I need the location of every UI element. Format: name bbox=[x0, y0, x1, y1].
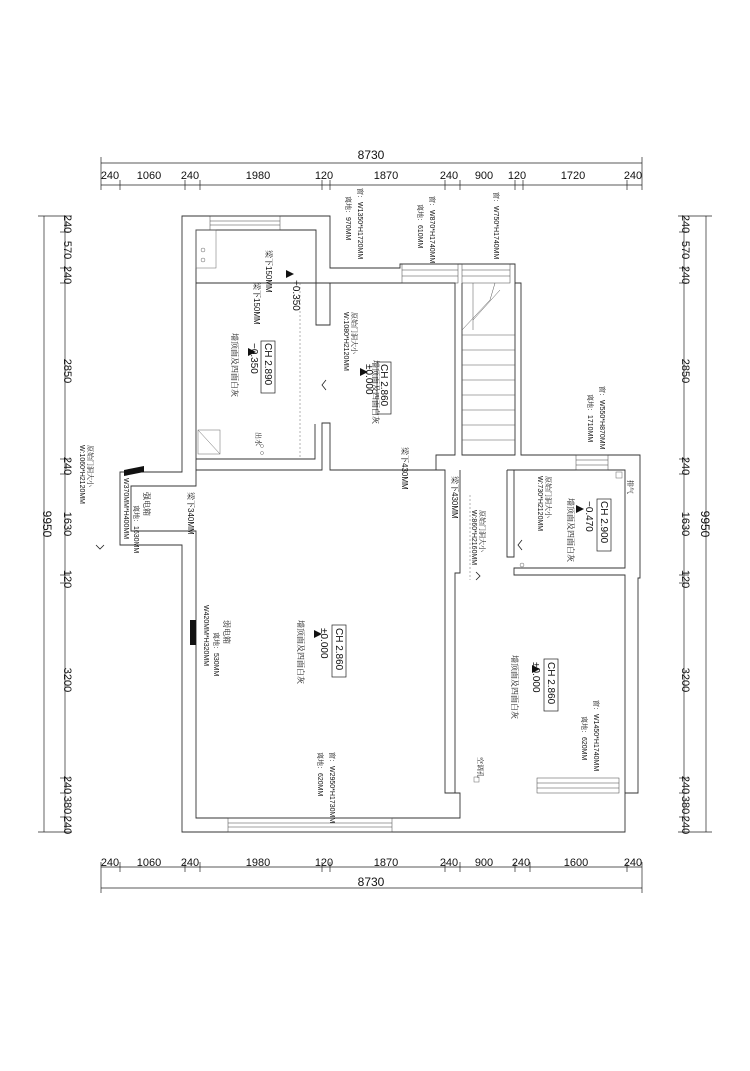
room1-finish: 墙顶面及四面白灰 bbox=[230, 333, 239, 397]
weak-box-symbol bbox=[190, 620, 196, 645]
ch-boxes bbox=[261, 341, 611, 711]
top-dim-8: 900 bbox=[474, 170, 494, 182]
room3-left-wall bbox=[507, 470, 514, 557]
room3-vent: 排气 bbox=[626, 480, 633, 494]
beam-5-label: 梁下340MM bbox=[186, 492, 195, 535]
left-dim-7: 120 bbox=[61, 569, 73, 589]
bottom-dim-6: 1870 bbox=[373, 857, 399, 869]
door-1-size: W:1080*H2120MM bbox=[342, 312, 349, 372]
ac-hole: 空调孔 bbox=[476, 757, 483, 778]
room3-finish: 墙顶面及四面白灰 bbox=[566, 498, 575, 562]
room4-level: ±0.000 bbox=[318, 628, 329, 659]
strong-box-symbol bbox=[124, 466, 144, 476]
left-dim-6: 1630 bbox=[61, 511, 73, 537]
bottom-dim-2: 1060 bbox=[136, 857, 162, 869]
window-3 bbox=[462, 264, 510, 283]
window-1 bbox=[210, 216, 280, 230]
bottom-dim-10: 1600 bbox=[563, 857, 589, 869]
door-2-label: 原始门洞大小 bbox=[86, 445, 93, 487]
level-markers bbox=[248, 270, 584, 673]
right-dim-9: 240 bbox=[679, 775, 691, 795]
door-4-label: 原始门洞大小 bbox=[478, 510, 485, 552]
top-overall-width: 8730 bbox=[357, 148, 385, 162]
window-6 bbox=[228, 818, 392, 832]
left-dim-labels bbox=[61, 215, 73, 834]
left-dim-10: 380 bbox=[61, 795, 73, 815]
bottom-dim-7: 240 bbox=[439, 857, 459, 869]
door-3-size: W:730*H2120MM bbox=[536, 476, 543, 532]
right-dim-8: 3200 bbox=[679, 667, 691, 693]
room5-finish: 墙顶面及四面白灰 bbox=[510, 655, 519, 719]
window-6-label: 窗：W2950*H1730MM bbox=[328, 752, 335, 824]
window-5 bbox=[537, 778, 619, 793]
door-3-label: 原始门洞大小 bbox=[544, 476, 551, 518]
room5-level: ±0.000 bbox=[530, 662, 541, 693]
bottom-dim-11: 240 bbox=[623, 857, 643, 869]
right-dim-labels bbox=[679, 215, 691, 834]
room3-level: −0.470 bbox=[583, 501, 594, 532]
window-4 bbox=[576, 455, 608, 470]
window-3-label: 窗：W750*H1740MM bbox=[492, 192, 499, 260]
room1-bottom-wall bbox=[196, 423, 436, 470]
left-dim-5: 240 bbox=[61, 456, 73, 476]
door-2-size: W:1060*H2120MM bbox=[78, 445, 85, 505]
right-dim-5: 240 bbox=[679, 456, 691, 476]
right-dim-4: 2850 bbox=[679, 358, 691, 384]
stair bbox=[462, 283, 515, 440]
left-dim-4: 2850 bbox=[61, 358, 73, 384]
left-dim-8: 3200 bbox=[61, 667, 73, 693]
left-dim-9: 240 bbox=[61, 775, 73, 795]
bottom-dim-4: 1980 bbox=[245, 857, 271, 869]
walls bbox=[120, 216, 640, 832]
window-2-sill: 离地：610MM bbox=[416, 204, 423, 249]
bottom-dim-9: 240 bbox=[511, 857, 531, 869]
window-2 bbox=[402, 264, 458, 283]
window-1-sill: 离地：970MM bbox=[344, 196, 351, 241]
left-dim-1: 240 bbox=[61, 214, 73, 234]
room1-water: 出水 bbox=[254, 432, 261, 446]
room2-level: ±0.000 bbox=[363, 364, 374, 395]
stair-outline bbox=[462, 283, 515, 455]
room2-ch: CH 2.860 bbox=[378, 364, 389, 407]
top-dim-2: 1060 bbox=[136, 170, 162, 182]
room3-ch: CH 2.900 bbox=[598, 501, 609, 544]
electrical-boxes bbox=[124, 466, 196, 645]
top-dim-7: 240 bbox=[439, 170, 459, 182]
weak-box-label: 弱电箱 bbox=[222, 620, 231, 644]
beam-2-label: 梁下150MM bbox=[252, 282, 261, 325]
room5-ch: CH 2.860 bbox=[545, 662, 556, 705]
left-dim-11: 240 bbox=[61, 815, 73, 835]
right-dim-10: 380 bbox=[679, 795, 691, 815]
top-dim-11: 240 bbox=[623, 170, 643, 182]
top-dim-6: 1870 bbox=[373, 170, 399, 182]
top-dim-9: 120 bbox=[507, 170, 527, 182]
outer-wall bbox=[120, 216, 640, 832]
window-2-label: 窗：W870*H1740MM bbox=[428, 196, 435, 264]
left-dim-3: 240 bbox=[61, 265, 73, 285]
right-dim-6: 1630 bbox=[679, 511, 691, 537]
strong-box-size: W370MM*H400MM bbox=[122, 478, 129, 540]
bottom-dim-5: 120 bbox=[314, 857, 334, 869]
weak-box-size: W420MM*H320MM bbox=[202, 605, 209, 667]
weak-box-sill: 离地：530MM bbox=[212, 632, 219, 677]
room1-ch: CH 2.890 bbox=[262, 343, 273, 386]
room1-step-level: +0.350 bbox=[290, 280, 301, 311]
bottom-overall-width: 8730 bbox=[357, 875, 385, 889]
top-dim-3: 240 bbox=[180, 170, 200, 182]
right-dim-3: 240 bbox=[679, 265, 691, 285]
top-dim-5: 120 bbox=[314, 170, 334, 182]
room1-wall bbox=[196, 283, 330, 325]
window-6-sill: 离地：620MM bbox=[316, 752, 323, 797]
bottom-dim-1: 240 bbox=[100, 857, 120, 869]
right-dim-11: 240 bbox=[679, 815, 691, 835]
window-4-sill: 离地：1710MM bbox=[586, 394, 593, 443]
window-1-label: 窗：W1350*H1720MM bbox=[356, 188, 363, 260]
beam-1-label: 梁下150MM bbox=[264, 250, 273, 293]
top-dim-4: 1980 bbox=[245, 170, 271, 182]
window-5-sill: 离地：620MM bbox=[580, 716, 587, 761]
door-1-label: 原始门洞大小 bbox=[350, 312, 357, 354]
door-4-size: W:860*H2160MM bbox=[470, 510, 477, 566]
left-overall-height: 9950 bbox=[40, 510, 54, 538]
top-dim-labels bbox=[101, 170, 642, 182]
window-5-label: 窗：W1450*H1740MM bbox=[592, 700, 599, 772]
room4-finish: 墙顶面及四面白灰 bbox=[296, 620, 305, 684]
room2-finish: 墙顶面及四面白灰 bbox=[371, 360, 380, 424]
room1-level: −0.350 bbox=[248, 343, 259, 374]
right-dim-7: 120 bbox=[679, 569, 691, 589]
inner-wall bbox=[131, 230, 460, 818]
bottom-dim-3: 240 bbox=[180, 857, 200, 869]
bottom-dim-8: 900 bbox=[474, 857, 494, 869]
beam-3-label: 梁下430MM bbox=[400, 447, 409, 490]
left-dim-2: 570 bbox=[61, 240, 73, 260]
top-dim-1: 240 bbox=[100, 170, 120, 182]
beam-4-label: 梁下430MM bbox=[450, 476, 459, 519]
right-dim-1: 240 bbox=[679, 214, 691, 234]
strong-box-sill: 离地：1630MM bbox=[132, 505, 139, 554]
right-overall-height: 9950 bbox=[698, 510, 712, 538]
window-4-label: 窗：W550*H870MM bbox=[598, 386, 605, 450]
room4-ch: CH 2.860 bbox=[333, 628, 344, 671]
windows bbox=[210, 216, 619, 832]
room1-counter bbox=[196, 230, 216, 268]
right-dim-2: 570 bbox=[679, 240, 691, 260]
top-dim-10: 1720 bbox=[560, 170, 586, 182]
strong-box-label: 强电箱 bbox=[142, 492, 151, 516]
